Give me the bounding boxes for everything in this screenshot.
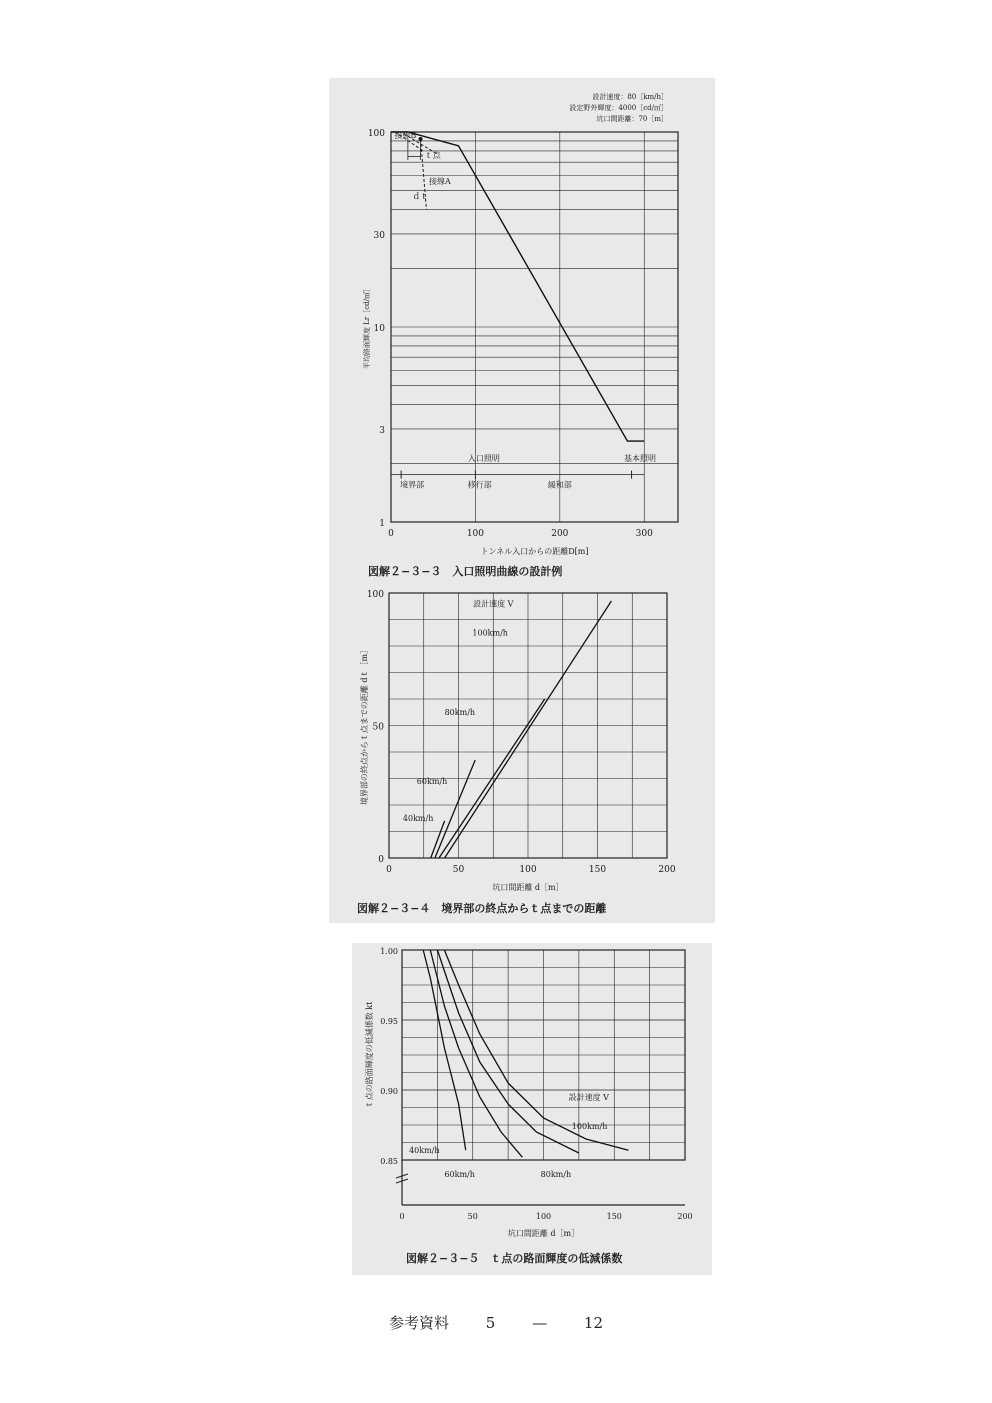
fig3-x-axis-label: 坑口間距離 d［m］ [507, 1229, 580, 1238]
fig2-x-tick-label: 200 [658, 865, 676, 875]
page-footer [0, 1312, 992, 1333]
fig1-y-tick-label: 100 [367, 129, 385, 139]
fig3-x-tick-label: 100 [535, 1212, 552, 1221]
fig1-x-tick-label: 100 [466, 529, 485, 539]
fig1-y-tick-label: 30 [373, 230, 385, 241]
fig1-y-tick-label: 1 [379, 519, 385, 529]
fig2-x-tick-label: 100 [519, 865, 537, 875]
fig1-t-point-label: ｔ点 [424, 151, 441, 160]
fig3-x-tick-label: 0 [399, 1212, 405, 1221]
fig3-series-label-100km-h: 100km/h [571, 1122, 608, 1132]
fig1-tangent-a-label: 接線A [428, 177, 451, 186]
fig2-series-label-60km-h: 60km/h [416, 776, 448, 786]
fig1-y-axis-label: 平均路面輝度 Lr［cd/㎡］ [363, 285, 371, 369]
fig3-series-100km-h-line [444, 950, 628, 1150]
fig2-legend-title: 設計速度 V [473, 599, 514, 609]
fig1-y-tick-label: 10 [373, 324, 385, 334]
fig1-zone-basic-label: 基本照明 [624, 454, 657, 464]
fig2-x-axis-label: 坑口間距離 d［m］ [492, 883, 564, 892]
fig2-y-tick-label: 50 [372, 722, 384, 733]
footer-chapter: 5 [485, 1314, 496, 1332]
fig1-x-tick-label: 300 [635, 529, 653, 539]
fig2-x-tick-label: 150 [588, 865, 607, 875]
fig2-x-tick-label: 50 [452, 865, 465, 875]
fig2-y-tick-label: 100 [366, 590, 384, 600]
fig1-condition-text: 設定野外輝度：4000［cd/㎡］ [569, 104, 668, 112]
fig1-zone-transition-label: 移行部 [467, 480, 492, 490]
fig3-series-label-80km-h: 80km/h [540, 1169, 572, 1179]
fig1-x-tick-label: 0 [388, 529, 394, 539]
fig1-zone-boundary-label: 境界部 [400, 480, 425, 490]
fig3-y-tick-label: 0.95 [380, 1017, 398, 1026]
fig1-dt-label: ｄｔ [412, 192, 429, 201]
fig3-series-label-40km-h: 40km/h [409, 1146, 440, 1155]
fig2-x-tick-label: 0 [386, 865, 392, 875]
fig1-zone-entrance-label: 入口照明 [467, 454, 500, 464]
fig1-x-tick-label: 200 [551, 529, 569, 539]
fig2-series-label-100km-h: 100km/h [472, 628, 508, 638]
fig3-y-axis-label: ｔ点の路面輝度の低減係数 kt [365, 1001, 374, 1109]
fig3-y-tick-label: 0.90 [380, 1087, 398, 1096]
fig3-x-tick-label: 200 [677, 1212, 693, 1221]
fig3-y-tick-label: 1.00 [380, 947, 398, 956]
figure-2-caption: 図解２−３−４ 境界部の終点からｔ点までの距離 [357, 902, 607, 915]
figure-3-caption: 図解２−３−５ ｔ点の路面輝度の低減係数 [406, 1252, 623, 1265]
footer-dash: — [532, 1314, 548, 1332]
fig1-condition-text: 設計速度：80［km/h］ [592, 93, 668, 101]
fig1-zone-relaxation-label: 緩和部 [547, 480, 572, 490]
footer-page: 12 [583, 1314, 603, 1332]
fig1-t-point-marker [419, 137, 423, 141]
fig3-y-tick-label: 0.85 [380, 1157, 398, 1166]
fig3-x-tick-label: 50 [467, 1212, 478, 1221]
fig2-y-axis-label: 境界部の終点からｔ点までの距離 dｔ［m］ [360, 645, 369, 806]
fig3-legend-title: 設計速度 V [568, 1092, 609, 1102]
fig1-tangent-b-label: 接線B [394, 131, 417, 140]
footer-label: 参考資料 [389, 1314, 450, 1332]
fig2-series-60km-h-line [435, 760, 475, 858]
fig1-condition-text: 坑口間距離：70［m］ [596, 115, 668, 123]
fig3-series-label-60km-h: 60km/h [444, 1169, 475, 1179]
figure-1-caption: 図解２−３−３ 入口照明曲線の設計例 [368, 565, 563, 578]
fig1-y-tick-label: 3 [379, 425, 385, 436]
fig2-y-tick-label: 0 [378, 855, 384, 865]
fig2-series-label-80km-h: 80km/h [444, 707, 476, 717]
fig1-x-axis-label: トンネル入口からの距離D[m] [480, 547, 589, 556]
fig2-series-label-40km-h: 40km/h [402, 813, 434, 823]
fig3-x-tick-label: 150 [606, 1212, 622, 1221]
